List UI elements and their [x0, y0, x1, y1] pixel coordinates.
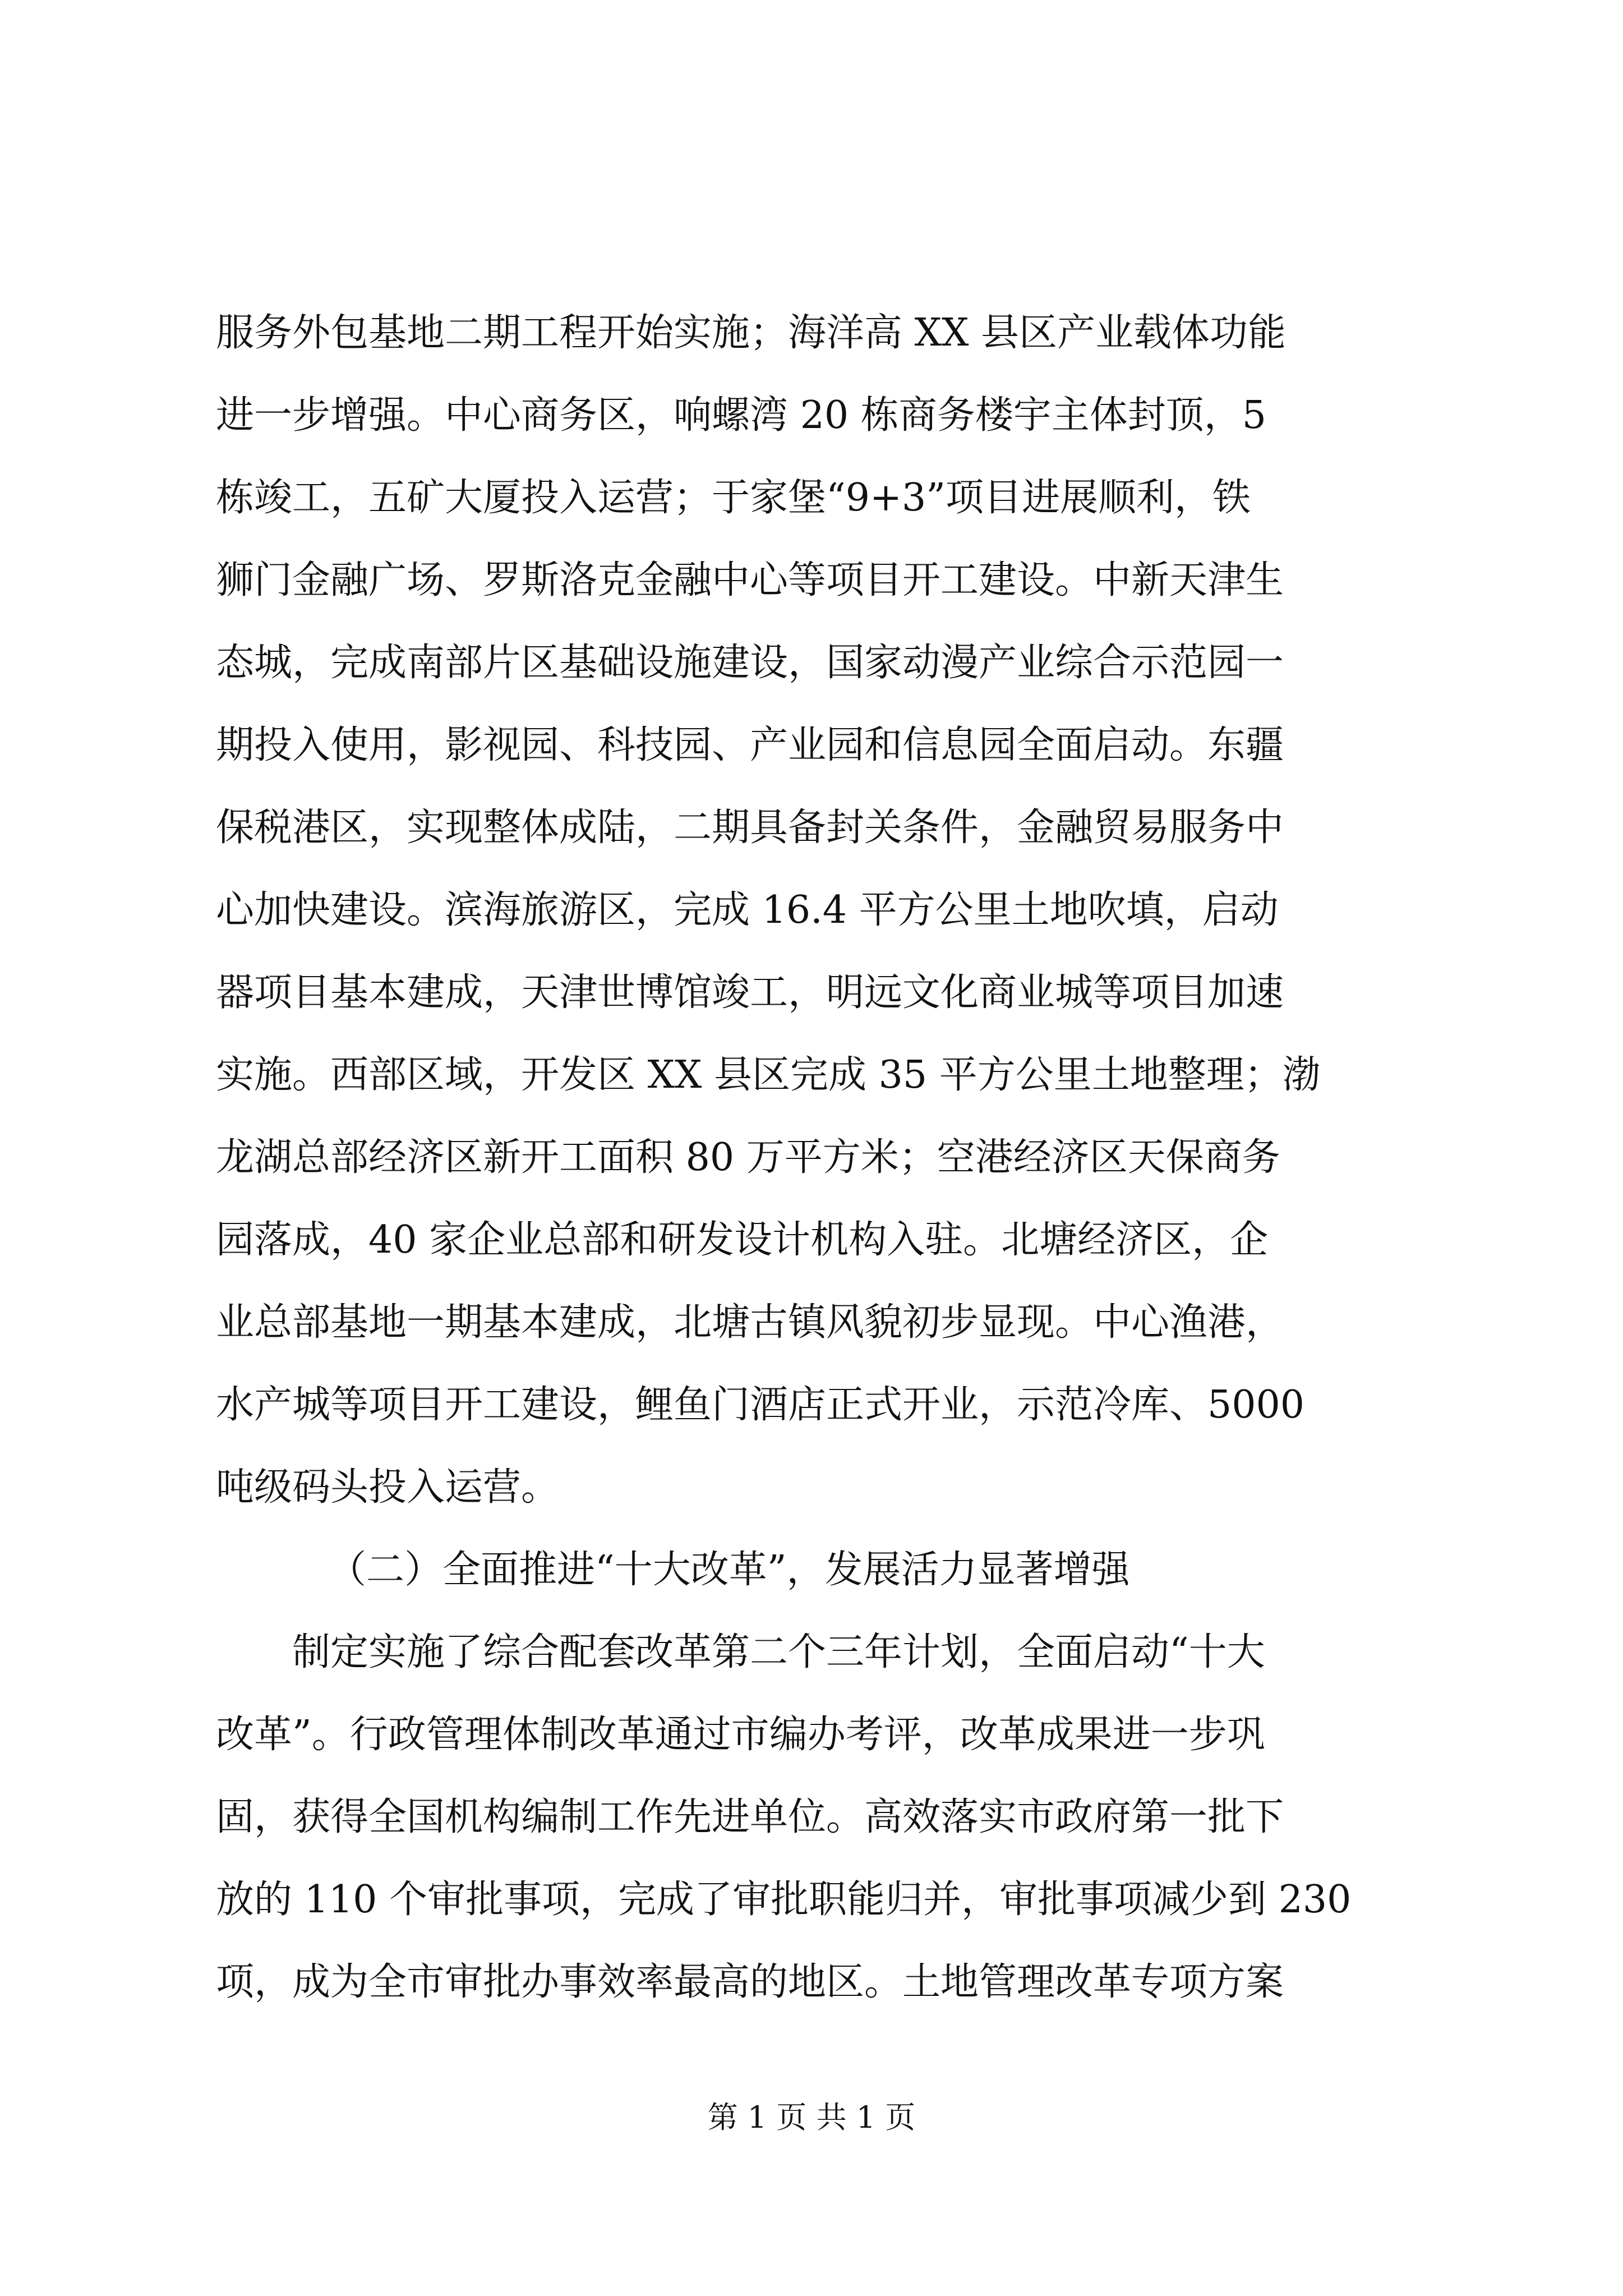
paragraph-line: 改革”。行政管理体制改革通过市编办考评，改革成果进一步巩 — [216, 1713, 1265, 1757]
paragraph-line: 狮门金融广场、罗斯洛克金融中心等项目开工建设。中新天津生 — [216, 558, 1284, 602]
paragraph-line: 栋竣工，五矿大厦投入运营；于家堡“9+3”项目进展顺利，铁 — [216, 476, 1251, 520]
paragraph-line: 服务外包基地二期工程开始实施；海洋高 XX 县区产业载体功能 — [216, 311, 1287, 355]
paragraph-line: 龙湖总部经济区新开工面积 80 万平方米；空港经济区天保商务 — [216, 1135, 1280, 1180]
paragraph-line: 制定实施了综合配套改革第二个三年计划，全面启动“十大 — [292, 1630, 1265, 1674]
paragraph-line: 水产城等项目开工建设，鲤鱼门酒店正式开业，示范冷库、5000 — [216, 1383, 1305, 1427]
paragraph-line: 吨级码头投入运营。 — [216, 1465, 560, 1510]
paragraph-line: 保税港区，实现整体成陆，二期具备封关条件，金融贸易服务中 — [216, 806, 1284, 850]
paragraph-line: 进一步增强。中心商务区，响螺湾 20 栋商务楼宇主体封顶，5 — [216, 393, 1267, 438]
paragraph-line: 固，获得全国机构编制工作先进单位。高效落实市政府第一批下 — [216, 1795, 1284, 1839]
paragraph-line: 心加快建设。滨海旅游区，完成 16.4 平方公里土地吹填，启动 — [216, 888, 1279, 932]
section-heading: （二）全面推进“十大改革”，发展活力显著增强 — [328, 1548, 1130, 1592]
paragraph-line: 业总部基地一期基本建成，北塘古镇风貌初步显现。中心渔港， — [216, 1300, 1284, 1345]
paragraph-line: 期投入使用，影视园、科技园、产业园和信息园全面启动。东疆 — [216, 723, 1284, 767]
paragraph-line: 实施。西部区域，开发区 XX 县区完成 35 平方公里土地整理；渤 — [216, 1053, 1321, 1097]
paragraph-line: 园落成，40 家企业总部和研发设计机构入驻。北塘经济区，企 — [216, 1218, 1269, 1262]
paragraph-line: 态城，完成南部片区基础设施建设，国家动漫产业综合示范园一 — [216, 641, 1284, 685]
document-body — [216, 292, 1416, 2023]
paragraph-line: 项，成为全市审批办事效率最高的地区。土地管理改革专项方案 — [216, 1960, 1284, 2004]
paragraph-line: 放的 110 个审批事项，完成了审批职能归并，审批事项减少到 230 — [216, 1878, 1352, 1922]
page-footer: 第 1 页 共 1 页 — [707, 2100, 916, 2135]
paragraph-line: 器项目基本建成，天津世博馆竣工，明远文化商业城等项目加速 — [216, 970, 1284, 1015]
